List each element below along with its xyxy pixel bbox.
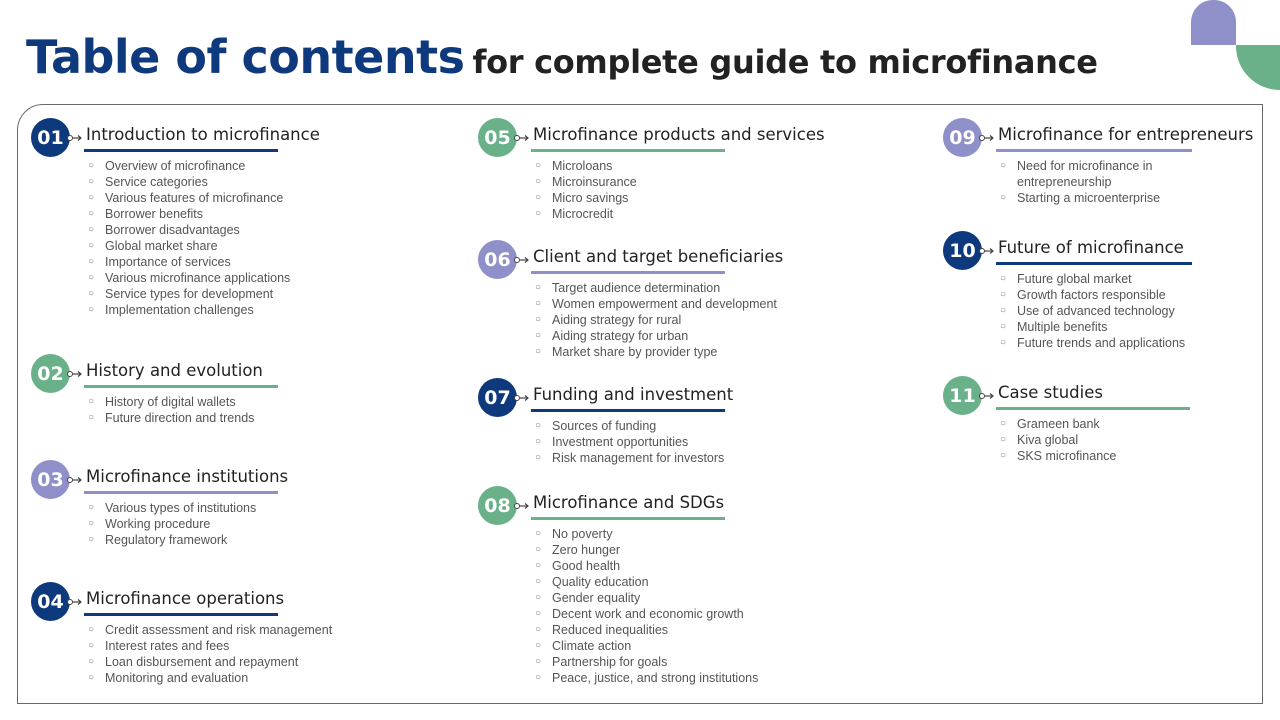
list-item-text: Borrower disadvantages (105, 223, 240, 237)
list-item-text: Service types for development (105, 287, 274, 301)
bullet-circle-icon: ○ (535, 452, 542, 463)
list-item-text: Starting a microenterprise (1017, 191, 1161, 205)
connector-arrow-icon (514, 133, 530, 143)
list-item (533, 526, 802, 542)
list-item-text: Future global market (1017, 272, 1132, 286)
list-item-text: SKS microfinance (1017, 449, 1117, 463)
bullet-circle-icon: ○ (535, 528, 542, 539)
list-item (533, 574, 802, 590)
bullet-circle-icon: ○ (1000, 273, 1007, 284)
bullet-circle-icon: ○ (535, 346, 542, 357)
section-number-badge: 05 (478, 118, 517, 157)
section-number-badge: 08 (478, 486, 517, 525)
list-item (533, 174, 747, 190)
list-item (998, 448, 1212, 464)
list-item-text: Micro savings (552, 191, 629, 205)
list-item (533, 622, 802, 638)
list-item-text: Aiding strategy for urban (552, 329, 689, 343)
list-item (86, 654, 355, 670)
list-item (86, 174, 300, 190)
list-item-text: History of digital wallets (105, 395, 236, 409)
bullet-circle-icon: ○ (88, 272, 95, 283)
section-number-badge: 11 (943, 376, 982, 415)
list-item-text: Climate action (552, 639, 632, 653)
list-item (998, 271, 1267, 287)
list-item (998, 287, 1267, 303)
list-item (86, 158, 300, 174)
list-item-text: Credit assessment and risk management (105, 623, 333, 637)
list-item-text: Risk management for investors (552, 451, 725, 465)
list-item (86, 500, 300, 516)
connector-arrow-icon (67, 133, 83, 143)
section-items (533, 158, 747, 222)
list-item (86, 238, 300, 254)
decorative-purple-shape (1191, 0, 1236, 45)
list-item (533, 638, 802, 654)
section-number-badge: 03 (31, 460, 70, 499)
list-item-text: No poverty (552, 527, 613, 541)
section-number-badge: 06 (478, 240, 517, 279)
list-item (533, 434, 747, 450)
section-title: Introduction to microfinance (86, 125, 320, 144)
section-underline (531, 149, 725, 152)
list-item-text: Zero hunger (552, 543, 621, 557)
list-item-text: Reduced inequalities (552, 623, 669, 637)
bullet-circle-icon: ○ (1000, 305, 1007, 316)
bullet-circle-icon: ○ (535, 282, 542, 293)
section-title: Microfinance institutions (86, 467, 289, 486)
bullet-circle-icon: ○ (88, 412, 95, 423)
list-item (86, 270, 300, 286)
bullet-circle-icon: ○ (88, 256, 95, 267)
connector-arrow-icon (67, 475, 83, 485)
list-item (533, 158, 747, 174)
list-item-text: Gender equality (552, 591, 641, 605)
list-item (86, 286, 300, 302)
bullet-circle-icon: ○ (1000, 418, 1007, 429)
connector-arrow-icon (979, 133, 995, 143)
list-item-text: Investment opportunities (552, 435, 689, 449)
section-title: Microfinance and SDGs (533, 493, 725, 512)
list-item-text: Loan disbursement and repayment (105, 655, 299, 669)
list-item-text: Future direction and trends (105, 411, 255, 425)
list-item (533, 670, 802, 686)
bullet-circle-icon: ○ (1000, 434, 1007, 445)
section-underline (996, 149, 1192, 152)
bullet-circle-icon: ○ (1000, 450, 1007, 461)
bullet-circle-icon: ○ (88, 240, 95, 251)
bullet-circle-icon: ○ (535, 208, 542, 219)
bullet-circle-icon: ○ (535, 160, 542, 171)
list-item (533, 280, 802, 296)
list-item-text: Various microfinance applications (105, 271, 291, 285)
list-item-text: Microloans (552, 159, 613, 173)
bullet-circle-icon: ○ (88, 624, 95, 635)
connector-arrow-icon (979, 391, 995, 401)
list-item (86, 670, 355, 686)
bullet-circle-icon: ○ (535, 544, 542, 555)
list-item-text: Importance of services (105, 255, 231, 269)
bullet-circle-icon: ○ (535, 314, 542, 325)
list-item (86, 622, 355, 638)
list-item-text: Need for microfinance in entrepreneurship (1017, 159, 1153, 189)
title-subtitle: for complete guide to microfinance (472, 43, 1098, 81)
bullet-circle-icon: ○ (535, 420, 542, 431)
list-item-text: Peace, justice, and strong institutions (552, 671, 759, 685)
bullet-circle-icon: ○ (88, 192, 95, 203)
list-item-text: Various features of microfinance (105, 191, 284, 205)
list-item (533, 190, 747, 206)
section-underline (84, 149, 278, 152)
list-item-text: Quality education (552, 575, 649, 589)
bullet-circle-icon: ○ (88, 304, 95, 315)
list-item (533, 312, 802, 328)
section-number-badge: 04 (31, 582, 70, 621)
section-title: History and evolution (86, 361, 263, 380)
list-item (998, 319, 1267, 335)
list-item-text: Monitoring and evaluation (105, 671, 249, 685)
list-item-text: Grameen bank (1017, 417, 1100, 431)
list-item-text: Aiding strategy for rural (552, 313, 682, 327)
list-item-text: Target audience determination (552, 281, 721, 295)
bullet-circle-icon: ○ (88, 176, 95, 187)
section-items (533, 418, 747, 466)
list-item (86, 190, 300, 206)
section-underline (84, 385, 278, 388)
section-underline (84, 613, 278, 616)
section-items (998, 416, 1212, 464)
list-item-text: Microcredit (552, 207, 614, 221)
list-item (86, 302, 300, 318)
decorative-green-shape (1236, 45, 1280, 90)
bullet-circle-icon: ○ (535, 330, 542, 341)
list-item (86, 410, 300, 426)
section-underline (996, 407, 1190, 410)
bullet-circle-icon: ○ (535, 640, 542, 651)
list-item-text: Good health (552, 559, 621, 573)
section-title: Microfinance products and services (533, 125, 825, 144)
section-title: Client and target beneficiaries (533, 247, 784, 266)
section-underline (531, 271, 725, 274)
section-title: Funding and investment (533, 385, 734, 404)
list-item (998, 335, 1267, 351)
bullet-circle-icon: ○ (535, 592, 542, 603)
list-item-text: Women empowerment and development (552, 297, 777, 311)
list-item-text: Partnership for goals (552, 655, 668, 669)
list-item-text: Decent work and economic growth (552, 607, 744, 621)
list-item-text: Use of advanced technology (1017, 304, 1175, 318)
bullet-circle-icon: ○ (88, 396, 95, 407)
bullet-circle-icon: ○ (535, 656, 542, 667)
list-item-text: Working procedure (105, 517, 211, 531)
page-title (26, 30, 1098, 84)
section-title: Microfinance operations (86, 589, 285, 608)
bullet-circle-icon: ○ (88, 502, 95, 513)
bullet-circle-icon: ○ (535, 672, 542, 683)
list-item-text: Regulatory framework (105, 533, 228, 547)
list-item (533, 606, 802, 622)
bullet-circle-icon: ○ (535, 560, 542, 571)
bullet-circle-icon: ○ (535, 436, 542, 447)
section-items (86, 158, 300, 318)
bullet-circle-icon: ○ (535, 608, 542, 619)
connector-arrow-icon (514, 393, 530, 403)
list-item (998, 190, 1187, 206)
section-items (86, 500, 300, 548)
list-item (86, 638, 355, 654)
list-item (533, 328, 802, 344)
list-item (86, 532, 300, 548)
list-item (533, 542, 802, 558)
section-title: Microfinance for entrepreneurs (998, 125, 1254, 144)
bullet-circle-icon: ○ (1000, 160, 1007, 171)
section-number-badge: 01 (31, 118, 70, 157)
list-item (998, 158, 1187, 190)
section-title: Case studies (998, 383, 1103, 402)
section-items (533, 280, 802, 360)
list-item (86, 394, 300, 410)
list-item (533, 344, 802, 360)
bullet-circle-icon: ○ (535, 298, 542, 309)
list-item (86, 254, 300, 270)
list-item (998, 303, 1267, 319)
list-item (86, 206, 300, 222)
list-item (533, 558, 802, 574)
section-number-badge: 07 (478, 378, 517, 417)
list-item-text: Global market share (105, 239, 218, 253)
list-item (533, 296, 802, 312)
list-item (533, 654, 802, 670)
section-underline (996, 262, 1192, 265)
connector-arrow-icon (979, 246, 995, 256)
bullet-circle-icon: ○ (88, 534, 95, 545)
section-title: Future of microfinance (998, 238, 1184, 257)
section-items (998, 158, 1187, 206)
list-item-text: Growth factors responsible (1017, 288, 1166, 302)
list-item (86, 516, 300, 532)
bullet-circle-icon: ○ (88, 224, 95, 235)
section-items (86, 622, 355, 686)
list-item-text: Kiva global (1017, 433, 1079, 447)
section-items (998, 271, 1267, 351)
section-items (533, 526, 802, 686)
list-item-text: Overview of microfinance (105, 159, 246, 173)
section-underline (84, 491, 278, 494)
bullet-circle-icon: ○ (535, 176, 542, 187)
section-underline (531, 409, 725, 412)
section-number-badge: 09 (943, 118, 982, 157)
list-item (86, 222, 300, 238)
title-main: Table of contents (26, 30, 465, 84)
list-item (533, 450, 747, 466)
connector-arrow-icon (67, 597, 83, 607)
list-item (533, 206, 747, 222)
list-item (998, 416, 1212, 432)
list-item-text: Borrower benefits (105, 207, 203, 221)
bullet-circle-icon: ○ (1000, 289, 1007, 300)
bullet-circle-icon: ○ (1000, 192, 1007, 203)
bullet-circle-icon: ○ (88, 208, 95, 219)
section-items (86, 394, 300, 426)
bullet-circle-icon: ○ (88, 672, 95, 683)
list-item-text: Future trends and applications (1017, 336, 1186, 350)
list-item (533, 418, 747, 434)
list-item-text: Service categories (105, 175, 208, 189)
list-item-text: Multiple benefits (1017, 320, 1108, 334)
list-item-text: Implementation challenges (105, 303, 254, 317)
connector-arrow-icon (514, 501, 530, 511)
list-item-text: Sources of funding (552, 419, 657, 433)
list-item-text: Various types of institutions (105, 501, 257, 515)
bullet-circle-icon: ○ (88, 640, 95, 651)
bullet-circle-icon: ○ (535, 576, 542, 587)
bullet-circle-icon: ○ (88, 288, 95, 299)
list-item-text: Market share by provider type (552, 345, 718, 359)
list-item-text: Interest rates and fees (105, 639, 230, 653)
section-number-badge: 10 (943, 231, 982, 270)
section-underline (531, 517, 725, 520)
bullet-circle-icon: ○ (88, 656, 95, 667)
list-item (998, 432, 1212, 448)
section-number-badge: 02 (31, 354, 70, 393)
connector-arrow-icon (514, 255, 530, 265)
bullet-circle-icon: ○ (1000, 337, 1007, 348)
bullet-circle-icon: ○ (535, 192, 542, 203)
bullet-circle-icon: ○ (88, 160, 95, 171)
bullet-circle-icon: ○ (88, 518, 95, 529)
bullet-circle-icon: ○ (1000, 321, 1007, 332)
bullet-circle-icon: ○ (535, 624, 542, 635)
list-item (533, 590, 802, 606)
list-item-text: Microinsurance (552, 175, 637, 189)
connector-arrow-icon (67, 369, 83, 379)
